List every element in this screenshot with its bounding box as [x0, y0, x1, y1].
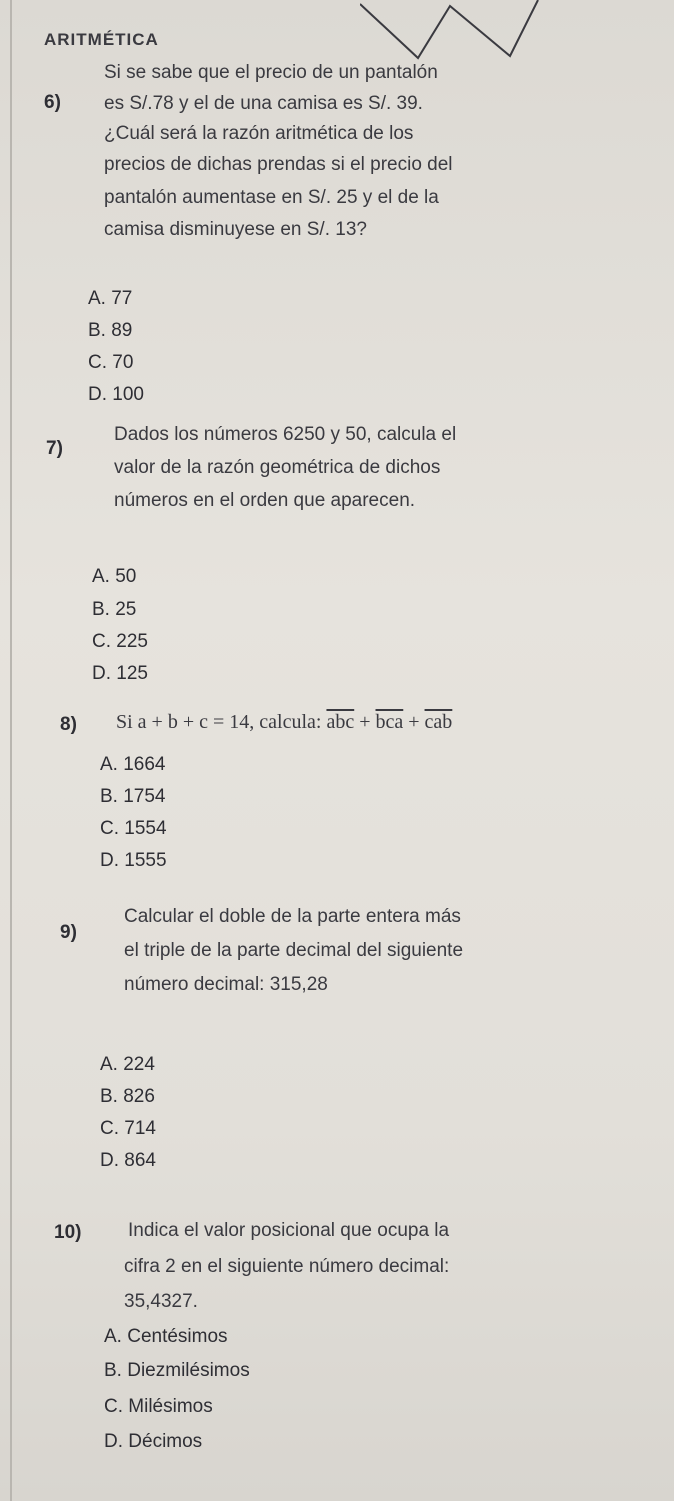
q8-plus-1: + [354, 711, 376, 733]
q6-option-a[interactable]: A. 77 [88, 288, 133, 309]
q8-term-cab: $\overline{cab}$ [424, 711, 453, 733]
q6-line-2: es S/.78 y el de una camisa es S/. 39. [104, 93, 423, 114]
q8-number: 8) [60, 714, 77, 735]
q6-option-c[interactable]: C. 70 [88, 352, 134, 373]
q9-option-c[interactable]: C. 714 [100, 1118, 156, 1139]
q10-line-1: Indica el valor posicional que ocupa la [128, 1220, 450, 1241]
q8-option-b[interactable]: B. 1754 [100, 786, 166, 807]
q6-option-d[interactable]: D. 100 [88, 384, 144, 405]
decorative-star-outline [360, 0, 540, 70]
q10-option-b[interactable]: B. Diezmilésimos [104, 1360, 250, 1381]
q7-line-2: valor de la razón geométrica de dichos [114, 457, 441, 478]
q8-option-c[interactable]: C. 1554 [100, 818, 167, 839]
q6-line-5: pantalón aumentase en S/. 25 y el de la [104, 187, 439, 208]
q10-number: 10) [54, 1222, 82, 1243]
q6-option-b[interactable]: B. 89 [88, 320, 133, 341]
q7-option-b[interactable]: B. 25 [92, 599, 137, 620]
q9-line-3: número decimal: 315,28 [124, 974, 328, 995]
q7-line-3: números en el orden que aparecen. [114, 490, 416, 511]
q6-line-6: camisa disminuyese en S/. 13? [104, 219, 367, 240]
q6-number: 6) [44, 92, 61, 113]
q7-option-a[interactable]: A. 50 [92, 566, 137, 587]
q8-plus-2: + [403, 711, 425, 733]
q10-option-a[interactable]: A. Centésimos [104, 1326, 228, 1347]
q7-option-d[interactable]: D. 125 [92, 663, 148, 684]
q6-line-4: precios de dichas prendas si el precio del [104, 154, 453, 175]
q8-statement [116, 711, 452, 734]
q7-line-1: Dados los números 6250 y 50, calcula el [114, 424, 457, 445]
q9-option-d[interactable]: D. 864 [100, 1150, 156, 1171]
q9-line-2: el triple de la parte decimal del siguiente [124, 940, 464, 961]
q8-prefix: Si a + b + c = 14, calcula: [116, 711, 327, 733]
q8-option-d[interactable]: D. 1555 [100, 850, 167, 871]
q10-line-2: cifra 2 en el siguiente número decimal: [124, 1256, 450, 1277]
q10-line-3: 35,4327. [124, 1291, 198, 1312]
q8-term-abc: $\overline{abc}$ [326, 711, 355, 733]
margin-line [10, 0, 12, 1501]
q10-option-d[interactable]: D. Décimos [104, 1431, 203, 1452]
page-header: ARITMÉTICA [44, 30, 159, 49]
q9-line-1: Calcular el doble de la parte entera más [124, 906, 461, 927]
q8-term-bca: $\overline{bca}$ [375, 711, 404, 733]
q6-line-3: ¿Cuál será la razón aritmética de los [104, 123, 414, 144]
q9-option-a[interactable]: A. 224 [100, 1054, 155, 1075]
q9-number: 9) [60, 922, 77, 943]
q8-option-a[interactable]: A. 1664 [100, 754, 166, 775]
q10-option-c[interactable]: C. Milésimos [104, 1396, 213, 1417]
q6-line-1: Si se sabe que el precio de un pantalón [104, 62, 438, 83]
q7-option-c[interactable]: C. 225 [92, 631, 148, 652]
q7-number: 7) [46, 438, 63, 459]
q9-option-b[interactable]: B. 826 [100, 1086, 155, 1107]
